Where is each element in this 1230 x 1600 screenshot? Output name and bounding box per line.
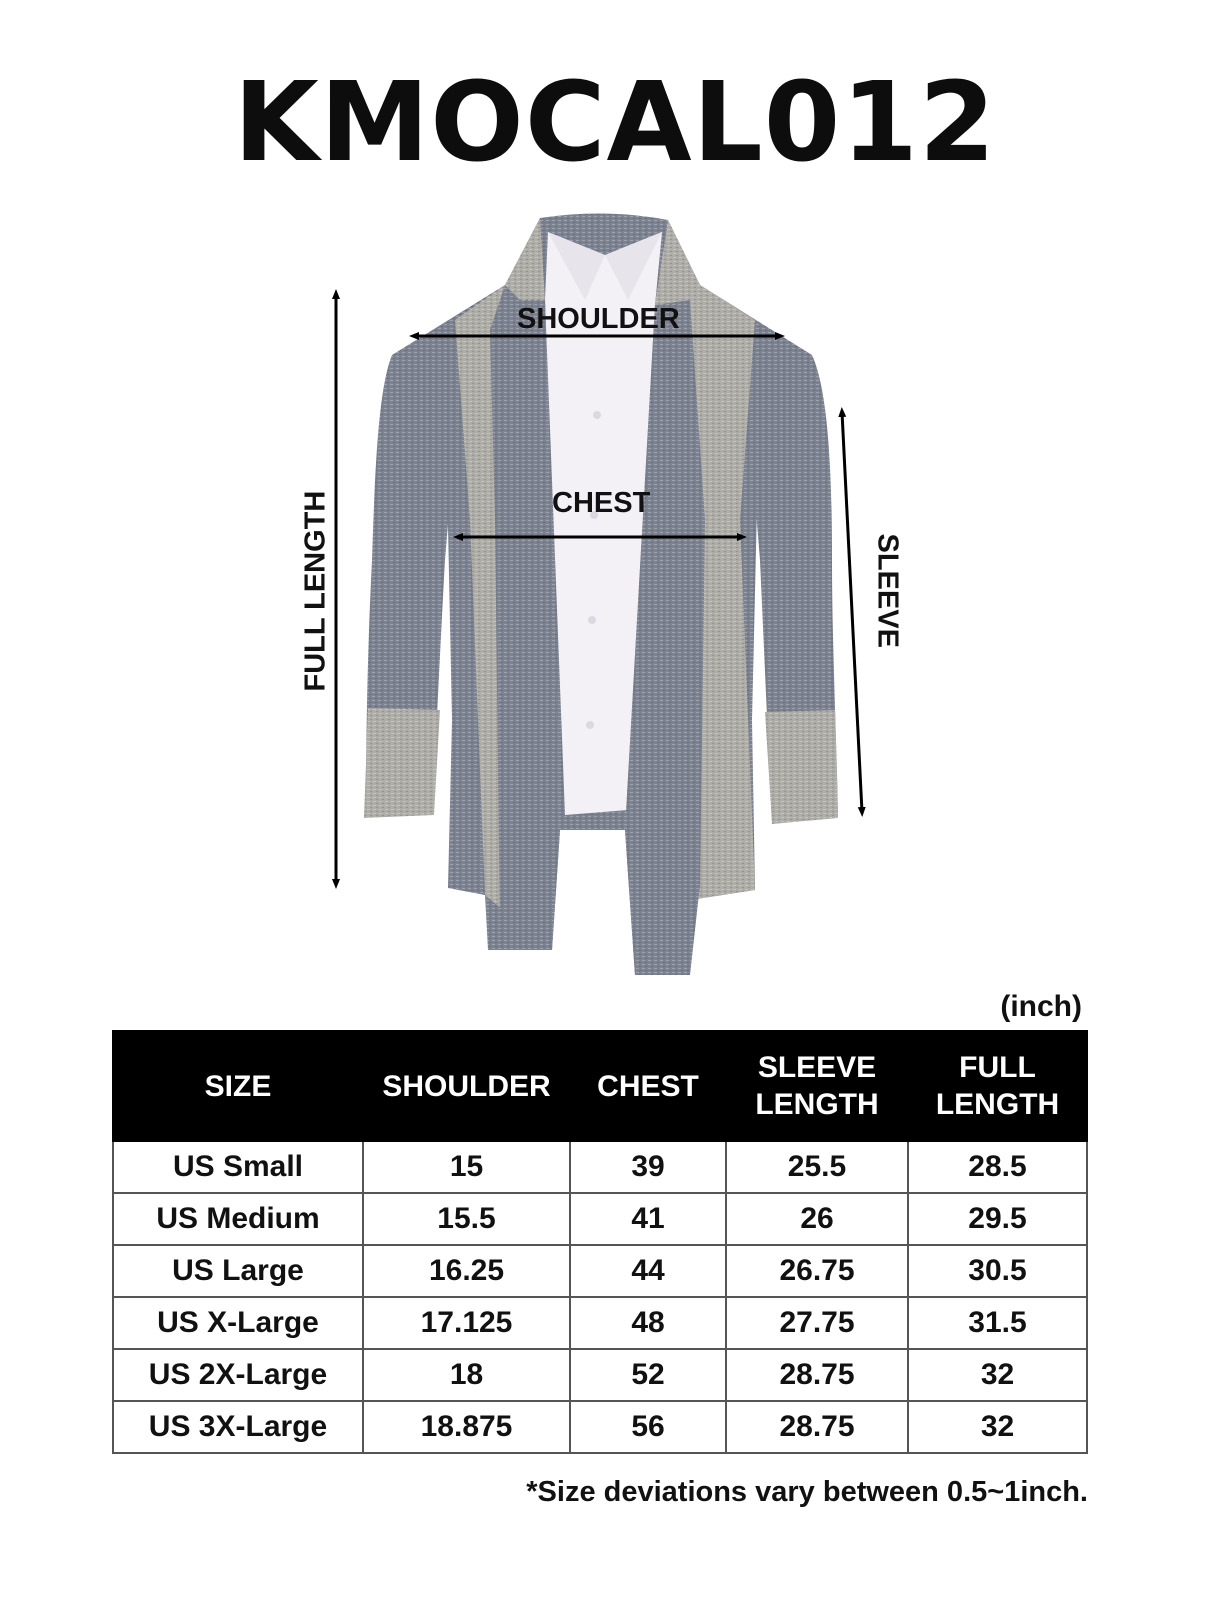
cell-chest: 44 xyxy=(570,1245,726,1297)
cell-shoulder: 17.125 xyxy=(363,1297,570,1349)
table-row xyxy=(113,1245,1087,1297)
full-length-label: FULL LENGTH xyxy=(299,490,332,692)
table-row xyxy=(113,1401,1087,1453)
chest-label: CHEST xyxy=(552,487,651,519)
cell-full-length: 32 xyxy=(908,1401,1087,1453)
cell-sleeve-length: 27.75 xyxy=(726,1297,908,1349)
table-row xyxy=(113,1193,1087,1245)
cell-size: US X-Large xyxy=(113,1297,363,1349)
size-chart-table xyxy=(112,1030,1088,1454)
cell-chest: 52 xyxy=(570,1349,726,1401)
table-header-row xyxy=(113,1031,1087,1141)
size-deviation-note: *Size deviations vary between 0.5~1inch. xyxy=(526,1476,1088,1508)
cell-full-length: 32 xyxy=(908,1349,1087,1401)
left-cuff xyxy=(364,708,440,818)
product-code-title: KMOCAL012 xyxy=(233,58,997,186)
cell-full-length: 29.5 xyxy=(908,1193,1087,1245)
cell-size: US 3X-Large xyxy=(113,1401,363,1453)
header-shoulder: SHOULDER xyxy=(363,1031,570,1141)
cell-shoulder: 18.875 xyxy=(363,1401,570,1453)
table-row xyxy=(113,1141,1087,1193)
table-row xyxy=(113,1349,1087,1401)
cell-chest: 48 xyxy=(570,1297,726,1349)
cell-full-length: 31.5 xyxy=(908,1297,1087,1349)
cell-sleeve-length: 26 xyxy=(726,1193,908,1245)
unit-label: (inch) xyxy=(1000,990,1082,1023)
right-cuff xyxy=(765,710,838,824)
cell-full-length: 28.5 xyxy=(908,1141,1087,1193)
cell-shoulder: 18 xyxy=(363,1349,570,1401)
cell-full-length: 30.5 xyxy=(908,1245,1087,1297)
cell-size: US Small xyxy=(113,1141,363,1193)
table-row xyxy=(113,1297,1087,1349)
shoulder-label: SHOULDER xyxy=(517,303,680,335)
sleeve-arrow xyxy=(842,412,862,812)
header-sleeve-length: SLEEVE LENGTH xyxy=(726,1031,908,1141)
cell-size: US 2X-Large xyxy=(113,1349,363,1401)
cell-sleeve-length: 26.75 xyxy=(726,1245,908,1297)
cell-size: US Medium xyxy=(113,1193,363,1245)
cell-shoulder: 15.5 xyxy=(363,1193,570,1245)
cell-chest: 39 xyxy=(570,1141,726,1193)
cell-shoulder: 15 xyxy=(363,1141,570,1193)
cell-chest: 41 xyxy=(570,1193,726,1245)
header-chest: CHEST xyxy=(570,1031,726,1141)
cell-chest: 56 xyxy=(570,1401,726,1453)
header-full-length: FULL LENGTH xyxy=(908,1031,1087,1141)
header-size: SIZE xyxy=(113,1031,363,1141)
cell-shoulder: 16.25 xyxy=(363,1245,570,1297)
cell-size: US Large xyxy=(113,1245,363,1297)
sleeve-label: SLEEVE xyxy=(871,533,904,648)
cell-sleeve-length: 28.75 xyxy=(726,1401,908,1453)
cell-sleeve-length: 28.75 xyxy=(726,1349,908,1401)
cell-sleeve-length: 25.5 xyxy=(726,1141,908,1193)
